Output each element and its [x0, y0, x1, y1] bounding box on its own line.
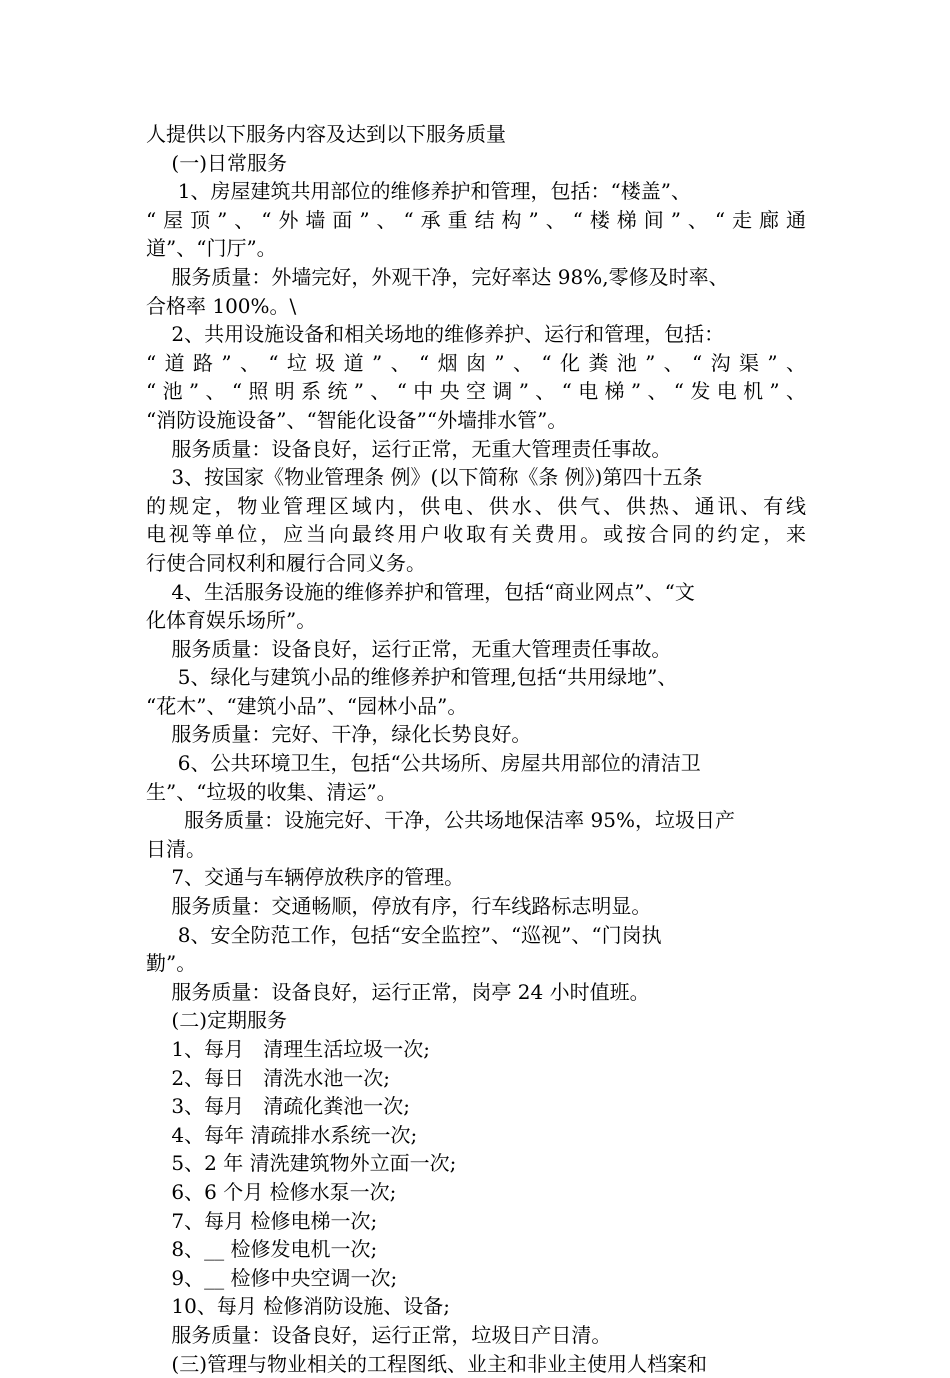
text-line: 行使合同权利和履行合同义务。 [146, 550, 426, 575]
list-item: 6、6 个月 检修水泵一次; [146, 1179, 397, 1204]
text-line: 7、交通与车辆停放秩序的管理。 [146, 865, 465, 890]
text-line: 生”、“垃圾的收集、清运”。 [146, 779, 397, 804]
list-item: 3、每月 清疏化粪池一次; [146, 1094, 410, 1119]
text-line: “花木”、“建筑小品”、“园林小品”。 [146, 693, 468, 718]
section-heading: (一)日常服务 [146, 150, 288, 175]
text-line: 1、房屋建筑共用部位的维修养护和管理，包括：“楼盖”、 [146, 179, 691, 204]
text-line: 合格率 100%。\ [146, 293, 297, 318]
list-item: 2、每日 清洗水池一次; [146, 1065, 390, 1090]
text-line: 服务质量：外墙完好，外观干净，完好率达 98%,零修及时率、 [146, 264, 729, 289]
list-item: 9、__ 检修中央空调一次; [146, 1265, 398, 1290]
text-line: 服务质量：设备良好，运行正常，岗亭 24 小时值班。 [146, 979, 650, 1004]
text-line: 日清。 [146, 836, 206, 861]
text-line: 2、共用设施设备和相关场地的维修养护、运行和管理，包括： [146, 322, 725, 347]
text-line: 的规定，物业管理区域内，供电、供水、供气、供热、通讯、有线 [146, 493, 806, 518]
text-line: 服务质量：设备良好，运行正常，无重大管理责任事故。 [146, 436, 672, 461]
text-line: 5、绿化与建筑小品的维修养护和管理,包括“共用绿地”、 [146, 665, 678, 690]
list-item: 10、每月 检修消防设施、设备; [146, 1294, 450, 1319]
list-item: 4、每年 清疏排水系统一次; [146, 1122, 418, 1147]
section-heading: (二)定期服务 [146, 1008, 288, 1033]
document-body [146, 120, 806, 1378]
text-line: 人提供以下服务内容及达到以下服务质量 [146, 122, 506, 146]
text-line: “池”、“照明系统”、“中央空调”、“电梯”、“发电机”、 [146, 379, 806, 404]
text-line: “道路”、“垃圾道”、“烟囱”、“化粪池”、“沟渠”、 [146, 350, 806, 375]
list-item: 5、2 年 清洗建筑物外立面一次; [146, 1151, 457, 1176]
text-line: 8、安全防范工作，包括“安全监控”、“巡视”、“门岗执 [146, 922, 662, 947]
text-line: “消防设施设备”、“智能化设备”“外墙排水管”。 [146, 407, 568, 432]
text-line: 6、公共环境卫生，包括“公共场所、房屋共用部位的清洁卫 [146, 751, 701, 776]
list-item: 8、__ 检修发电机一次; [146, 1237, 378, 1262]
text-line: “屋顶”、“外墙面”、“承重结构”、“楼梯间”、“走廊通 [146, 207, 806, 232]
text-line: 电视等单位，应当向最终用户收取有关费用。或按合同的约定，来 [146, 522, 806, 547]
text-line: 服务质量：完好、干净，绿化长势良好。 [146, 722, 532, 747]
text-line: 服务质量：设备良好，运行正常，无重大管理责任事故。 [146, 636, 672, 661]
text-line: 3、按国家《物业管理条 例》(以下简称《条 例》)第四十五条 [146, 465, 703, 490]
text-line: 勤”。 [146, 951, 197, 976]
list-item: 7、每月 检修电梯一次; [146, 1208, 378, 1233]
text-line: 服务质量：设备良好，运行正常，垃圾日产日清。 [146, 1322, 612, 1347]
text-line: 服务质量：交通畅顺，停放有序，行车线路标志明显。 [146, 894, 652, 919]
list-item: 1、每月 清理生活垃圾一次; [146, 1037, 430, 1061]
section-heading: (三)管理与物业相关的工程图纸、业主和非业主使用人档案和 [146, 1351, 708, 1376]
text-line: 4、生活服务设施的维修养护和管理，包括“商业网点”、“文 [146, 579, 695, 604]
text-line: 化体育娱乐场所”。 [146, 608, 317, 633]
text-line: 道”、“门厅”。 [146, 236, 277, 261]
text-line: 服务质量：设施完好、干净，公共场地保洁率 95%，垃圾日产 [146, 808, 735, 833]
